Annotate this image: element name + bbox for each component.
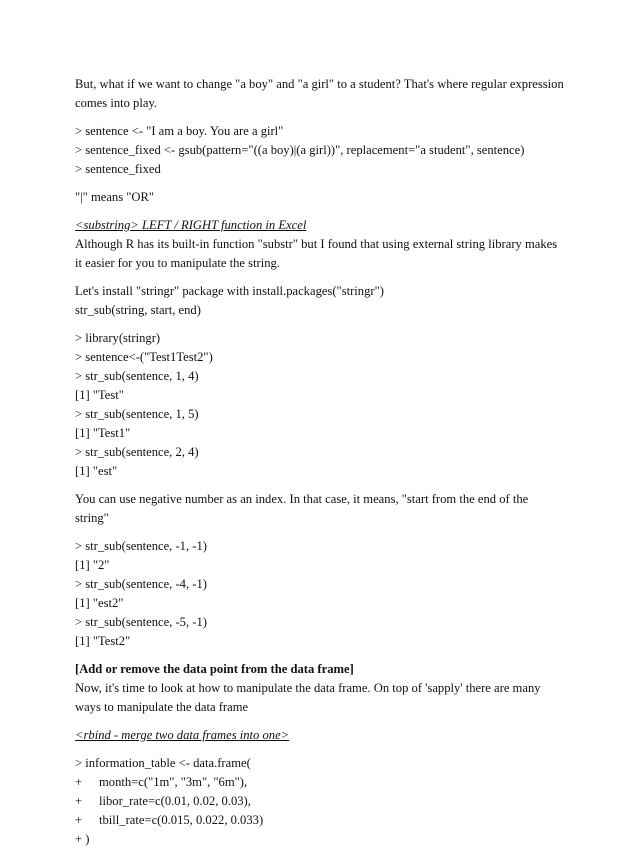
text-line: str_sub(string, start, end) [75,303,201,317]
code-line [75,811,565,830]
rbind-heading-link[interactable]: <rbind - merge two data frames into one> [75,728,290,742]
code-line: > str_sub(sentence, 1, 4) [75,369,199,383]
text-line: Although R has its built-in function "substr" but I found that using external string library makes [75,237,558,251]
code-line [75,792,565,811]
code-line: > sentence <- "I am a boy. You are a girl" [75,124,284,138]
code-line [75,830,565,849]
code-text: ) [85,832,90,846]
text-line: But, what if we want to change "a boy" and "a girl" to a student? That's where regular expression [75,77,564,91]
code-line: > sentence<-("Test1Test2") [75,350,213,364]
code-line: [1] "est2" [75,596,124,610]
dataframe-section [75,660,565,717]
text-line: Now, it's time to look at how to manipulate the data frame. On top of 'sapply' there are many [75,681,541,695]
code-line: > sentence_fixed [75,162,161,176]
code-text: tbill_rate=c(0.015, 0.022, 0.033) [99,813,264,827]
text-line: comes into play. [75,96,158,110]
dataframe-heading: [Add or remove the data point from the data frame] [75,662,354,676]
code-line: [1] "est" [75,464,118,478]
code-line: [1] "Test" [75,388,124,402]
code-line [75,773,565,792]
code-block-str-sub [75,329,565,481]
document-page [75,75,565,858]
code-text: month=c("1m", "3m", "6m"), [99,775,248,789]
code-line: > str_sub(sentence, -4, -1) [75,577,207,591]
code-prefix: + [75,775,83,789]
text-line: You can use negative number as an index. In that case, it means, "start from the end of the [75,492,529,506]
text-line: string" [75,511,109,525]
code-line: > sentence_fixed <- gsub(pattern="((a boy)|(a girl))", replacement="a student", sentence) [75,143,525,157]
code-line [75,754,565,773]
substring-section [75,216,565,273]
substring-heading-link[interactable]: <substring> LEFT / RIGHT function in Excel [75,218,307,232]
negative-index-paragraph [75,490,565,528]
text-line: Let's install "stringr" package with install.packages("stringr") [75,284,384,298]
code-line: [1] "2" [75,558,110,572]
code-line: [1] "Test1" [75,426,131,440]
text-line: "|" means "OR" [75,190,155,204]
text-line: ways to manipulate the data frame [75,700,249,714]
code-line: > str_sub(sentence, 1, 5) [75,407,199,421]
code-text: information_table <- data.frame( [85,756,251,770]
code-text: libor_rate=c(0.01, 0.02, 0.03), [99,794,251,808]
code-prefix: + [75,794,83,808]
code-block-gsub [75,122,565,179]
code-prefix: > [75,756,86,770]
code-line: > str_sub(sentence, -5, -1) [75,615,207,629]
rbind-heading-block [75,726,565,745]
or-note [75,188,565,207]
code-prefix: + [75,832,86,846]
text-line: it easier for you to manipulate the string. [75,256,280,270]
code-line: > str_sub(sentence, -1, -1) [75,539,207,553]
code-block-negative [75,537,565,651]
install-paragraph [75,282,565,320]
intro-paragraph [75,75,565,113]
code-block-dataframe [75,754,565,849]
code-prefix: + [75,813,83,827]
code-line: > library(stringr) [75,331,161,345]
code-line: > str_sub(sentence, 2, 4) [75,445,199,459]
code-line: [1] "Test2" [75,634,131,648]
